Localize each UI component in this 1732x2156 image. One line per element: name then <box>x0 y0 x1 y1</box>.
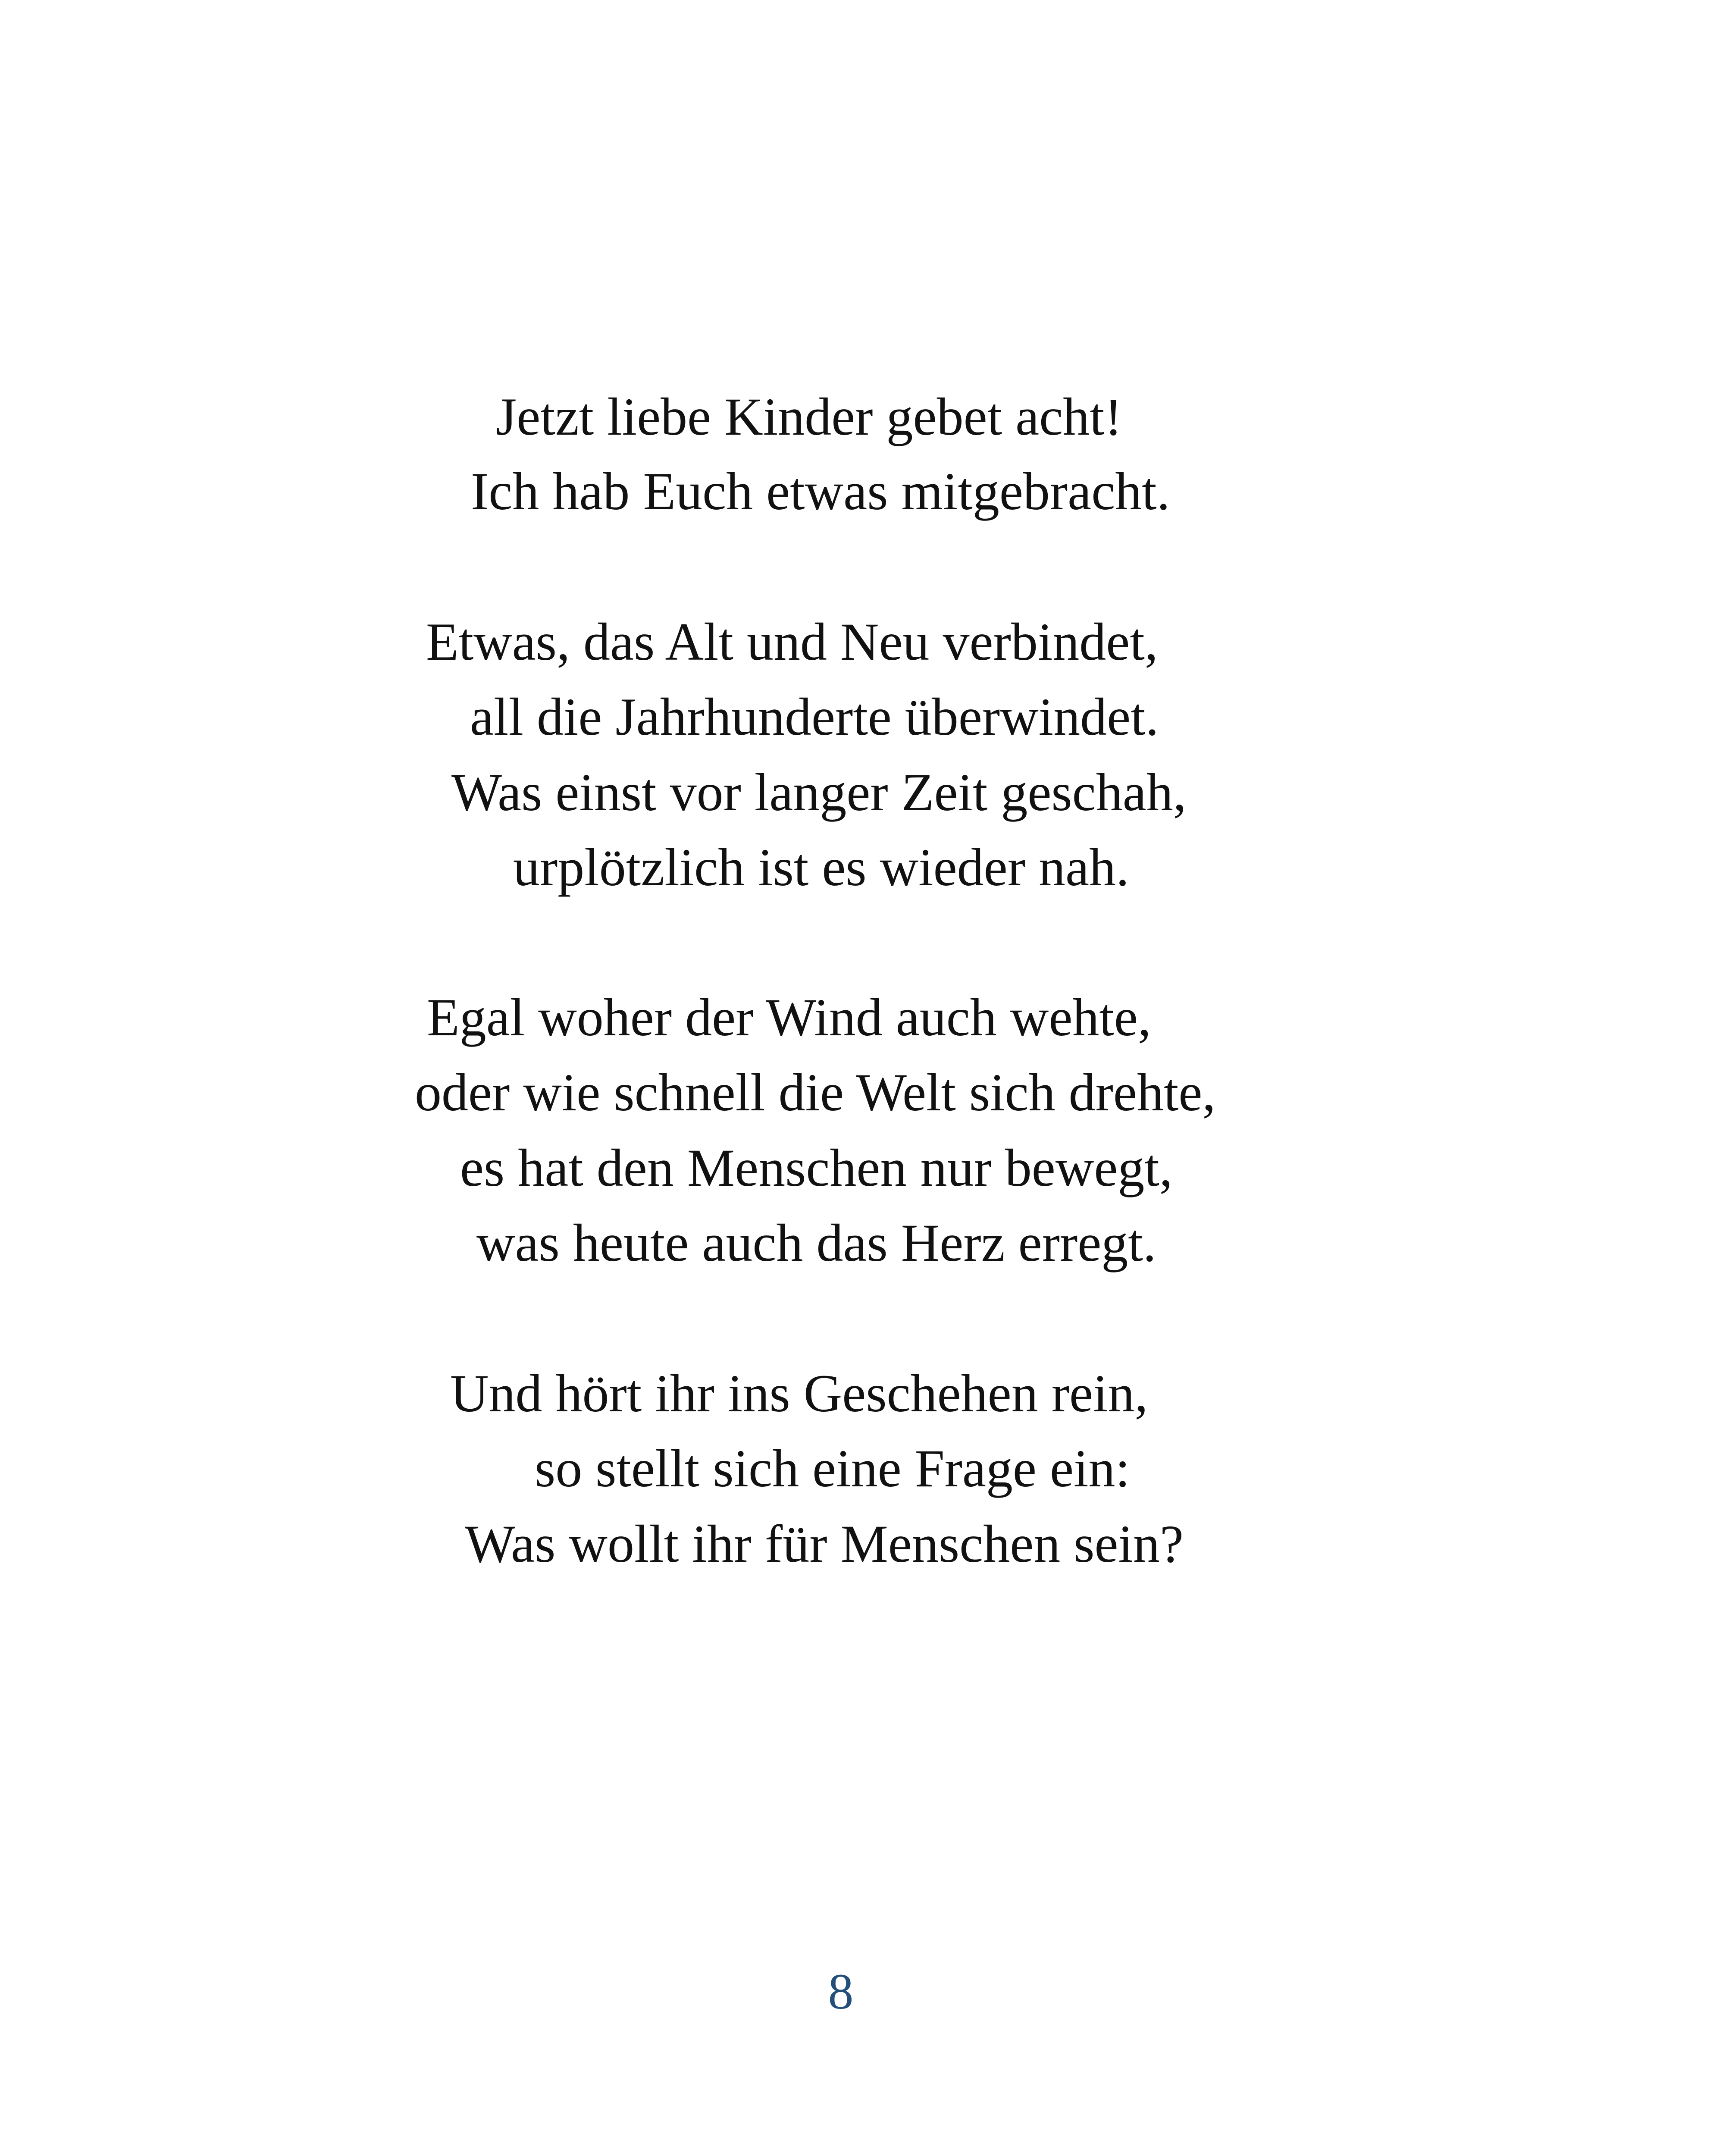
poem-line: was heute auch das Herz erregt. <box>476 1213 1156 1272</box>
poem-line: Ich hab Euch etwas mitgebracht. <box>471 462 1170 521</box>
poem-line: Was wollt ihr für Menschen sein? <box>465 1514 1184 1573</box>
poem-line: oder wie schnell die Welt sich drehte, <box>415 1063 1216 1122</box>
poem-line: Was einst vor langer Zeit geschah, <box>451 763 1187 822</box>
poem-line: Etwas, das Alt und Neu verbindet, <box>426 612 1158 671</box>
poem-line: all die Jahrhunderte überwindet. <box>470 687 1159 746</box>
page-number: 8 <box>828 1963 854 2020</box>
poem-line: es hat den Menschen nur bewegt, <box>460 1138 1173 1197</box>
poem-line: urplötzlich ist es wieder nah. <box>513 838 1130 897</box>
poem-line: Egal woher der Wind auch wehte, <box>427 988 1151 1047</box>
poem-line: Und hört ihr ins Geschehen rein, <box>450 1364 1148 1423</box>
poem-line: Jetzt liebe Kinder gebet acht! <box>496 387 1122 446</box>
poem-line: so stellt sich eine Frage ein: <box>535 1439 1130 1498</box>
